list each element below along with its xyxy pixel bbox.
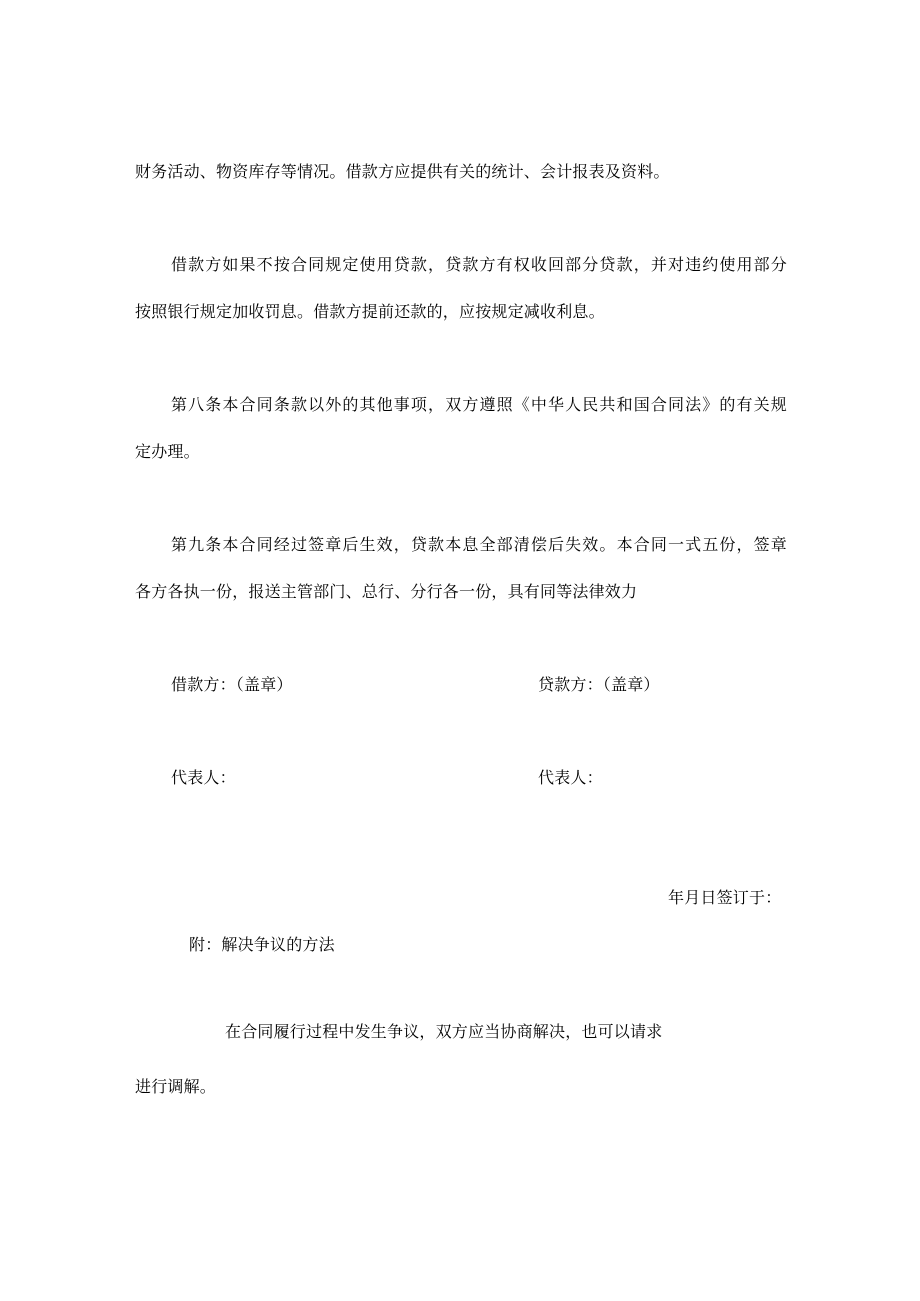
paragraph-penalty-line-2: 按照银行规定加收罚息。借款方提前还款的，应按规定减收利息。	[135, 302, 605, 321]
appendix-title: 附：解决争议的方法	[189, 935, 335, 954]
paragraph-penalty-line-1: 借款方如果不按合同规定使用贷款，贷款方有权收回部分贷款，并对违约使用部分	[171, 255, 787, 274]
article-8-line-1: 第八条本合同条款以外的其他事项，双方遵照《中华人民共和国合同法》的有关规	[171, 395, 787, 414]
paragraph-financial-line-1: 财务活动、物资库存等情况。借款方应提供有关的统计、会计报表及资料。	[135, 162, 670, 181]
article-9-line-2: 各方各执一份，报送主管部门、总行、分行各一份，具有同等法律效力	[135, 582, 638, 601]
lender-representative-label: 代表人：	[538, 768, 603, 787]
signing-date-location: 年月日签订于：	[668, 888, 782, 907]
article-8-line-2: 定办理。	[135, 442, 200, 461]
borrower-representative-label: 代表人：	[171, 768, 236, 787]
appendix-line-1: 在合同履行过程中发生争议，双方应当协商解决，也可以请求	[225, 1022, 663, 1041]
appendix-line-2: 进行调解。	[135, 1077, 217, 1096]
lender-seal-label: 贷款方：（盖章）	[538, 675, 660, 694]
article-9-line-1: 第九条本合同经过签章后生效，贷款本息全部清偿后失效。本合同一式五份，签章	[171, 535, 787, 554]
borrower-seal-label: 借款方：（盖章）	[171, 675, 293, 694]
